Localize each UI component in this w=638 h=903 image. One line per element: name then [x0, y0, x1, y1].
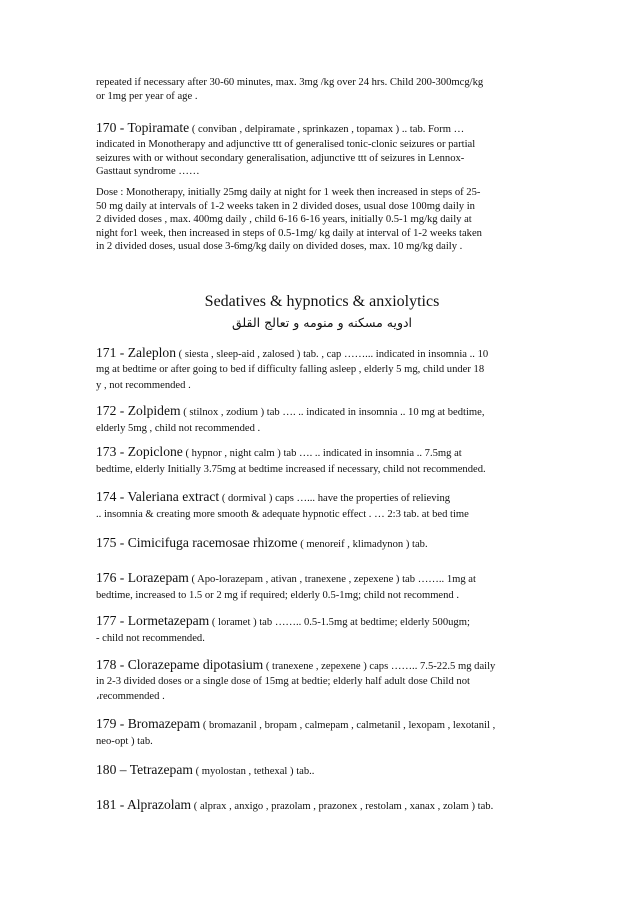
entry-lormetazepam	[96, 613, 548, 647]
entry-lorazepam	[96, 570, 548, 604]
entry-line: mg at bedtime or after going to bed if difficulty falling asleep , elderly 5 mg, child under 18	[96, 364, 485, 375]
entry-tetrazepam	[96, 762, 548, 779]
entry-line: ،recommended .	[96, 691, 165, 702]
drug-brands: ( hypnor , night calm ) tab …. .. indicated in insomnia .. 7.5mg at	[182, 448, 462, 459]
entry-line: - child not recommended.	[96, 633, 205, 644]
drug-title: 179 - Bromazepam	[96, 716, 201, 731]
intro-line: repeated if necessary after 30-60 minutes, max. 3mg /kg over 24 hrs. Child 200-300mcg/kg	[96, 77, 484, 88]
entry-valeriana-extract	[96, 489, 548, 523]
drug-brands: ( myolostan , tethexal ) tab..	[192, 766, 315, 777]
entry-clorazepame	[96, 657, 548, 704]
drug-title: 180 – Tetrazepam	[96, 762, 193, 777]
topiramate-dose-paragraph	[96, 186, 548, 254]
drug-brands: ( tranexene , zepexene ) caps …….. 7.5-22.5 mg daily	[263, 661, 496, 672]
entry-zolpidem	[96, 403, 548, 437]
dose-line: Dose : Monotherapy, initially 25mg daily at night for 1 week then increased in steps of 25-	[96, 187, 481, 198]
drug-title: 176 - Lorazepam	[96, 570, 189, 585]
drug-title: 175 - Cimicifuga racemosae rhizome	[96, 535, 298, 550]
drug-title: 170 - Topiramate	[96, 120, 190, 135]
intro-paragraph	[96, 76, 548, 103]
entry-cimicifuga	[96, 535, 548, 552]
dose-line: in 2 divided doses, usual dose 3-6mg/kg daily on divided doses, max. 10 mg/kg daily .	[96, 241, 463, 253]
drug-brands: ( menoreif , klimadynon ) tab.	[297, 539, 428, 550]
entry-line: bedtime, elderly Initially 3.75mg at bedtime increased if necessary, child not recommended.	[96, 464, 486, 475]
entry-line: seizures with or without secondary generalisation, adjunctive ttt of seizures in Lennox-	[96, 152, 465, 164]
entry-line: indicated in Monotherapy and adjunctive ttt of generalised tonic-clonic seizures or partial	[96, 139, 476, 150]
drug-brands: ( loramet ) tab …….. 0.5-1.5mg at bedtime; elderly 500ugm;	[209, 617, 470, 628]
entry-line: bedtime, increased to 1.5 or 2 mg if required; elderly 0.5-1mg; child not recommend .	[96, 590, 460, 601]
dose-line: 2 divided doses , max. 400mg daily , child 6-16 6-16 years, initially 0.5-1 mg/kg daily at	[96, 214, 472, 226]
drug-title: 173 - Zopiclone	[96, 444, 183, 459]
section-heading: Sedatives & hypnotics & anxiolytics	[204, 293, 440, 310]
section-arabic-subtitle: ادويه مسكنه و منومه و تعالج القلق	[231, 315, 413, 330]
entry-zaleplon	[96, 345, 548, 394]
drug-brands: ( Apo-lorazepam , ativan , tranexene , zepexene ) tab …….. 1mg at	[188, 574, 476, 585]
entry-zopiclone	[96, 444, 548, 478]
intro-line: or 1mg per year of age .	[96, 90, 198, 102]
drug-brands: ( siesta , sleep-aid , zalosed ) tab. , cap ……... indicated in insomnia .. 10	[176, 349, 489, 360]
dose-line: night for1 week, then increased in steps of 0.5-1mg/ kg daily at interval of 1-2 weeks taken	[96, 227, 482, 239]
drug-title: 174 - Valeriana extract	[96, 489, 220, 504]
drug-title: 171 - Zaleplon	[96, 345, 177, 360]
entry-bromazepam	[96, 716, 548, 750]
drug-title: 181 - Alprazolam	[96, 797, 192, 812]
drug-title: 172 - Zolpidem	[96, 403, 181, 418]
entry-line: neo-opt ) tab.	[96, 736, 153, 747]
entry-line: elderly 5mg , child not recommended .	[96, 423, 261, 434]
entry-line: y , not recommended .	[96, 380, 191, 391]
drug-title: 178 - Clorazepame dipotasium	[96, 657, 264, 672]
drug-title: 177 - Lormetazepam	[96, 613, 210, 628]
drug-brands: ( dormival ) caps …... have the properties of relieving	[219, 493, 451, 504]
drug-brands: ( stilnox , zodium ) tab …. .. indicated in insomnia .. 10 mg at bedtime,	[180, 407, 485, 418]
entry-line: in 2-3 divided doses or a single dose of 15mg at bedtie; elderly half adult dose Child not	[96, 676, 470, 687]
drug-brands: ( bromazanil , bropam , calmepam , calmetanil , lexopam , lexotanil ,	[200, 720, 496, 731]
entry-topiramate	[96, 120, 548, 179]
entry-line: .. insomnia & creating more smooth & adequate hypnotic effect . … 2:3 tab. at bed time	[96, 509, 469, 520]
dose-line: 50 mg daily at intervals of 1-2 weeks taken in 2 divided doses, usual dose 100mg daily in	[96, 200, 475, 212]
entry-line: Gasttaut syndrome ……	[96, 166, 200, 178]
entry-alprazolam	[96, 797, 548, 814]
drug-brands: ( conviban , delpiramate , sprinkazen , topamax ) .. tab. Form …	[189, 124, 465, 135]
drug-brands: ( alprax , anxigo , prazolam , prazonex , restolam , xanax , zolam ) tab.	[191, 801, 494, 812]
